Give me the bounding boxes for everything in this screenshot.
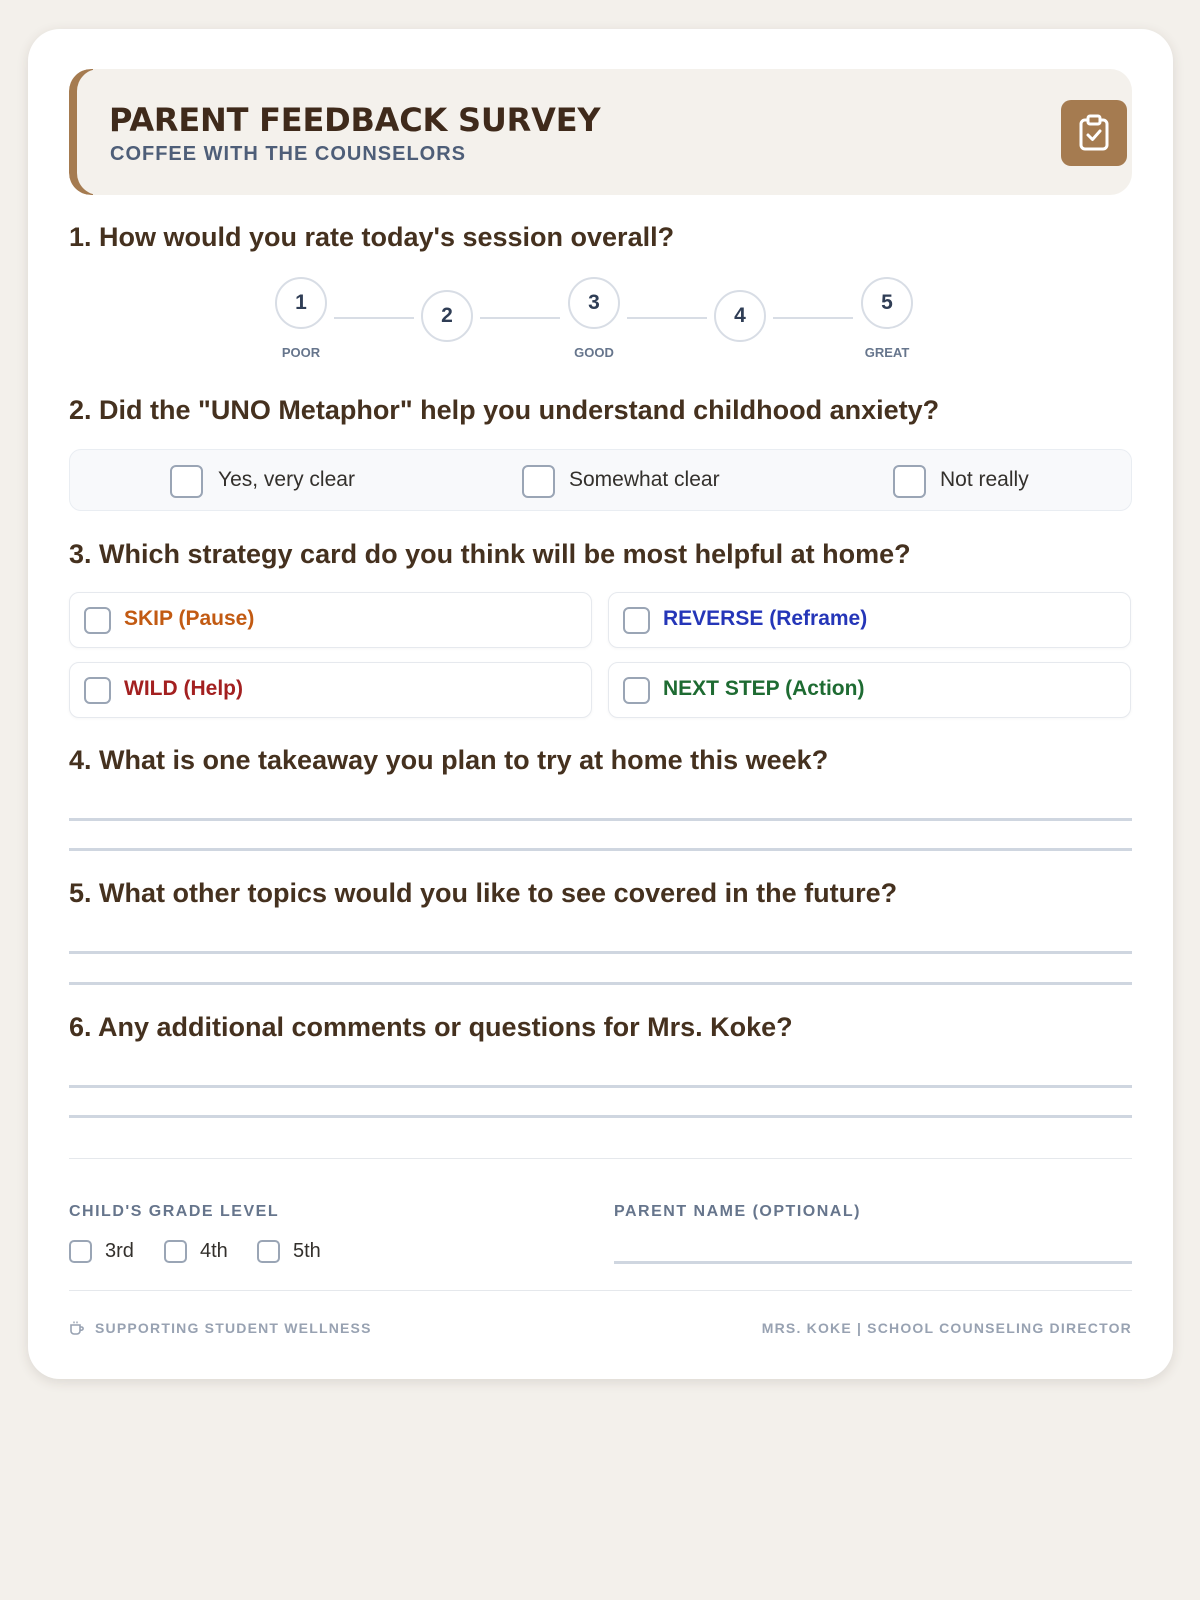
grade-level-label: CHILD'S GRADE LEVEL — [69, 1203, 280, 1220]
strategy-checkbox-skip[interactable] — [84, 607, 111, 634]
rating-option-5[interactable]: 5 — [861, 277, 913, 329]
q2-option-yes: Yes, very clear — [218, 468, 355, 491]
strategy-checkbox-wild[interactable] — [84, 677, 111, 704]
parent-name-field[interactable] — [614, 1261, 1132, 1264]
question-3: 3. Which strategy card do you think will be most helpful at home? — [69, 539, 911, 569]
question-4: 4. What is one takeaway you plan to try at home this week? — [69, 745, 829, 775]
rating-option-4[interactable]: 4 — [714, 290, 766, 342]
rating-label-poor: POOR — [281, 345, 321, 360]
rating-option-3[interactable]: 3 — [568, 277, 620, 329]
rating-option-1[interactable]: 1 — [275, 277, 327, 329]
survey-header — [69, 69, 1132, 195]
strategy-checkbox-next-step[interactable] — [623, 677, 650, 704]
grade-option-5th: 5th — [293, 1240, 321, 1262]
question-5: 5. What other topics would you like to see covered in the future? — [69, 878, 898, 908]
answer-line-q5[interactable] — [69, 951, 1132, 954]
footer-divider — [69, 1290, 1132, 1291]
parent-name-label: PARENT NAME (OPTIONAL) — [614, 1203, 861, 1220]
rating-connector — [334, 317, 414, 319]
rating-connector — [480, 317, 560, 319]
answer-line-q6[interactable] — [69, 1115, 1132, 1118]
rating-label-great: GREAT — [864, 345, 910, 360]
rating-label-good: GOOD — [574, 345, 614, 360]
coffee-cup-icon — [69, 1320, 85, 1336]
footer-tagline: SUPPORTING STUDENT WELLNESS — [95, 1320, 372, 1336]
survey-card — [28, 29, 1173, 1379]
answer-line-q5[interactable] — [69, 982, 1132, 985]
answer-line-q6[interactable] — [69, 1085, 1132, 1088]
survey-title: PARENT FEEDBACK SURVEY — [109, 101, 601, 139]
question-2: 2. Did the "UNO Metaphor" help you understand childhood anxiety? — [69, 395, 940, 425]
grade-option-3rd: 3rd — [105, 1240, 134, 1262]
answer-line-q4[interactable] — [69, 848, 1132, 851]
strategy-label-wild: WILD (Help) — [124, 677, 243, 700]
grade-checkbox-4th[interactable] — [164, 1240, 187, 1263]
question-1: 1. How would you rate today's session overall? — [69, 222, 675, 252]
rating-connector — [773, 317, 853, 319]
grade-checkbox-3rd[interactable] — [69, 1240, 92, 1263]
strategy-label-skip: SKIP (Pause) — [124, 607, 255, 630]
answer-line-q4[interactable] — [69, 818, 1132, 821]
survey-subtitle: COFFEE WITH THE COUNSELORS — [110, 143, 466, 165]
rating-connector — [627, 317, 707, 319]
q2-checkbox-not-really[interactable] — [893, 465, 926, 498]
q2-option-not-really: Not really — [940, 468, 1029, 491]
q2-checkbox-somewhat[interactable] — [522, 465, 555, 498]
footer-signature: MRS. KOKE | SCHOOL COUNSELING DIRECTOR — [761, 1320, 1132, 1336]
strategy-label-next-step: NEXT STEP (Action) — [663, 677, 865, 700]
q2-option-somewhat: Somewhat clear — [569, 468, 720, 491]
grade-option-4th: 4th — [200, 1240, 228, 1262]
strategy-checkbox-reverse[interactable] — [623, 607, 650, 634]
question-6: 6. Any additional comments or questions for Mrs. Koke? — [69, 1012, 793, 1042]
q2-checkbox-yes[interactable] — [170, 465, 203, 498]
grade-checkbox-5th[interactable] — [257, 1240, 280, 1263]
header-accent-bar — [69, 69, 93, 195]
strategy-label-reverse: REVERSE (Reframe) — [663, 607, 868, 630]
section-divider — [69, 1158, 1132, 1159]
clipboard-check-icon — [1061, 100, 1127, 166]
rating-option-2[interactable]: 2 — [421, 290, 473, 342]
